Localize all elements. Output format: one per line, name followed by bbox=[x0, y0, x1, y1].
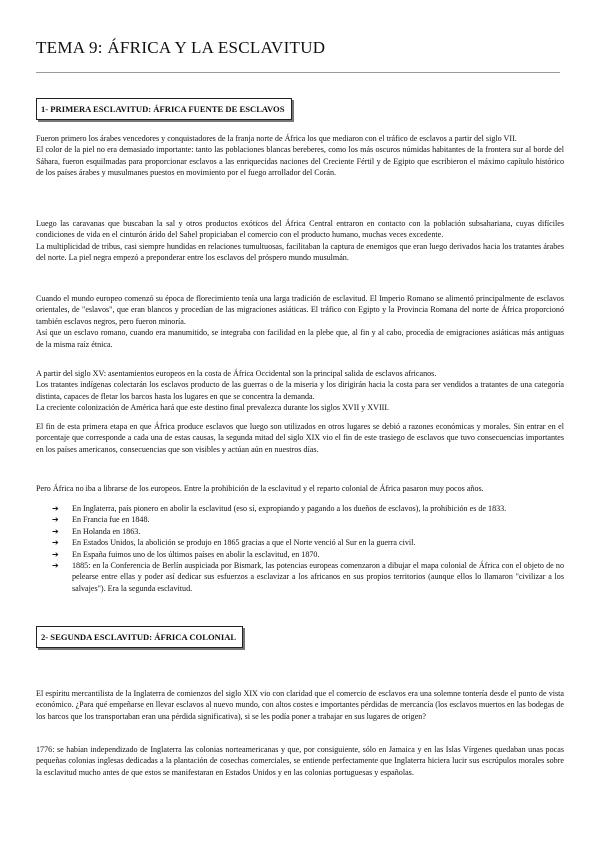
list-item: ➔ En Estados Unidos, la abolición se produjo en 1865 gracias a que el Norte venció al Sur en la guerra civil. bbox=[52, 538, 416, 548]
arrow-right-icon: ➔ bbox=[52, 515, 59, 525]
list-item: ➔ En Inglaterra, país pionero en abolir la esclavitud (eso sí, expropiando y pagando a los dueños de esclavos), la prohibición es de 1833. bbox=[52, 504, 507, 513]
section-2-heading: 2- SEGUNDA ESCLAVITUD: ÁFRICA COLONIAL bbox=[36, 626, 243, 648]
arrow-right-icon: ➔ bbox=[52, 549, 59, 559]
arrow-right-icon: ➔ bbox=[52, 526, 59, 536]
section-1-heading: 1- PRIMERA ESCLAVITUD: ÁFRICA FUENTE DE ESCLAVOS bbox=[36, 98, 292, 120]
paragraph: Luego las caravanas que buscaban la sal y otros productos exóticos del África Central entraron en contacto con la población subsahariana, cuyas difíciles condiciones de vida en el cinturón árido del Sahel propiciaban el comercio con el producto humano, muchas veces excedente. La multiplicidad de tribus, casi siempre hundidas en relaciones tumultuosas, facilitaban la captura de enemigos que eran luego derivados hacia los tratantes árabes del norte. La piel negra empezó a preponderar entre los esclavos del próspero mundo musulmán. bbox=[36, 219, 564, 263]
list-item: ➔ 1885: en la Conferencia de Berlín auspiciada por Bismark, las potencias europeas comenzaron a dibujar el mapa colonial de África con el objeto de no pelearse entre ellas y poder así dedicar sus esfuerzos a esclavizar a los africanos en sus propios territorios (aunque ellos lo llamaron "civilizar a los salvajes"). Era la segunda esclavitud. bbox=[52, 561, 564, 593]
paragraph: Fueron primero los árabes vencedores y conquistadores de la franja norte de África los que mediaron con el tráfico de esclavos a partir del siglo VII. El color de la piel no era demasiado importante: tanto las poblaciones blancas bereberes, como los más oscuros númidas habitantes de la frontera sur al borde del Sáhara, fueron esquilmadas para proporcionar esclavos a las enriquecidas naciones del Creciente Fértil y de Egipto que escribieron el máximo capítulo histórico de los países árabes y musulmanes puestos en movimiento por el fuego arrollador del Corán. bbox=[36, 134, 564, 178]
list-item: ➔ En España fuimos uno de los últimos países en abolir la esclavitud, en 1870. bbox=[52, 549, 320, 559]
paragraph: Pero África no iba a librarse de los europeos. Entre la prohibición de la esclavitud y el reparto colonial de África pasaron muy pocos años. bbox=[36, 484, 484, 493]
arrow-right-icon: ➔ bbox=[52, 538, 59, 548]
paragraph: El espíritu mercantilista de la Inglaterra de comienzos del siglo XIX vio con claridad que el comercio de esclavos era una solemne tontería desde el punto de vista económico. ¿Para qué empeñarse en llevar esclavos al nuevo mundo, con altos costes e importantes pérdidas de mercancía (los esclavos muertos en las bodegas de los barcos que los transportaban eran una pérdida significativa), si se les podía poner a trabajar en sus lugares de origen? bbox=[36, 689, 564, 721]
list-item: ➔ En Francia fue en 1848. bbox=[52, 515, 150, 525]
abolition-list bbox=[52, 503, 564, 594]
arrow-right-icon: ➔ bbox=[52, 561, 59, 571]
paragraph: 1776: se habían independizado de Inglaterra las colonias norteamericanas y que, por consiguiente, sólo en Jamaica y en las Islas Vírgenes quedaban unas pocas pequeñas colonias inglesas dedicadas a la plantación de cosechas comerciales, se entiende perfectamente que Inglaterra hiciera lucir sus escrúpulos morales sobre la esclavitud mucho antes de que estos se manifestaran en Estados Unidos y en las colonias portuguesas y españolas. bbox=[36, 745, 564, 777]
paragraph: El fin de esta primera etapa en que África produce esclavos que luego son utilizados en otros lugares se debió a razones económicas y morales. Sin entrar en el porcentaje que corresponde a cada una de estas causas, la segunda mitad del siglo XIX vio el fin de este trasiego de esclavos que tuvo consecuencias importantes en los países americanos, consecuencias que son visibles y actúan aún en nuestros días. bbox=[36, 422, 564, 454]
paragraph: Cuando el mundo europeo comenzó su época de florecimiento tenía una larga tradición de esclavitud. El Imperio Romano se alimentó principalmente de esclavos orientales, de "eslavos", que eran blancos y procedían de las migraciones asiáticas. El tráfico con Egipto y la Provincia Romana del norte de África proporcionó también esclavos negros, pero fueron minoría. Así que un esclavo romano, cuando era manumitido, se integraba con facilidad en la plebe que, al fin y al cabo, procedía de emigraciones asiáticas más antiguas de la misma raíz étnica. bbox=[36, 294, 564, 349]
list-item: ➔ En Holanda en 1863. bbox=[52, 526, 141, 536]
page-title: TEMA 9: ÁFRICA Y LA ESCLAVITUD bbox=[36, 38, 326, 57]
arrow-right-icon: ➔ bbox=[52, 504, 59, 513]
paragraph: A partir del siglo XV: asentamientos europeos en la costa de África Occidental son la principal salida de esclavos africanos. Los tratantes indígenas colectarán los esclavos producto de las guerras o de la miseria y los dirigirán hacia la costa para ser vendidos a tratantes de una categoría distinta, capaces de fletar los barcos hasta los lugares en que se concentra la demanda. La creciente colonización de América hará que este destino final prevalezca durante los siglos XVII y XVIII. bbox=[36, 369, 564, 413]
title-divider bbox=[36, 72, 560, 73]
